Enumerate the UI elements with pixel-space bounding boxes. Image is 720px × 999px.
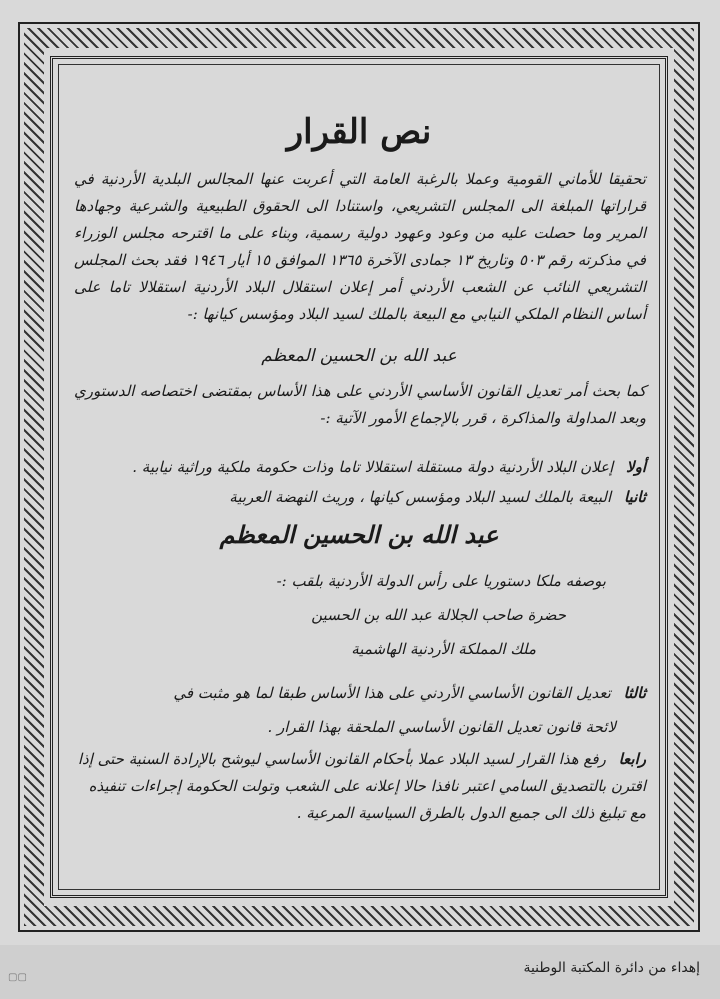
item-fourth-label: رابعا: [618, 750, 646, 768]
item-first: [74, 454, 646, 481]
opening-paragraph: تحقيقا للأماني القومية وعملا بالرغبة العامة التي أعربت عنها المجالس البلدية الأردنية في قراراتها المبلغة الى المجلس التشريعي، واستنادا الى الحقوق الطبيعية والشرعية وجهادها المرير وما حصلت عليه من وعود وعهود دولية رسمية، وبناء على ما اقترحه مجلس الوزراء في مذكرته رقم ٥٠٣ وتاريخ ١٣ جمادى الآخرة ١٣٦٥ الموافق ١٥ أيار ١٩٤٦ فقد بحث المجلس التشريعي النائب عن الشعب الأردني أمر إعلان استقلال البلاد الأردنية استقلالا تاما على أساس النظام الملكي النيابي مع البيعة بالملك لسيد البلاد ومؤسس كيانها :-: [74, 170, 646, 323]
item-third-text: تعديل القانون الأساسي الأردني على هذا الأساس طبقا لما هو مثبت في: [173, 684, 611, 702]
item-second-text: البيعة بالملك لسيد البلاد ومؤسس كيانها ، وريث النهضة العربية: [229, 488, 612, 506]
title-intro-line: بوصفه ملكا دستوريا على رأس الدولة الأردنية بلقب :-: [276, 572, 606, 590]
royal-title-line: حضرة صاحب الجلالة عبد الله بن الحسين: [311, 606, 566, 624]
second-paragraph: كما بحث أمر تعديل القانون الأساسي الأردني على هذا الأساس بمقتضى اختصاصه الدستوري وبعد المداولة والمذاكرة ، قرر بالإجماع الأمور الآتية :-: [74, 382, 646, 427]
item-second-label: ثانيا: [623, 488, 646, 506]
item-second: [74, 484, 646, 511]
item-first-label: أولا: [626, 458, 646, 476]
item-third-label: ثالثا: [623, 684, 646, 702]
kingdom-line: ملك المملكة الأردنية الهاشمية: [351, 640, 536, 658]
king-name: عبد الله بن الحسين المعظم: [261, 346, 457, 366]
item-fourth-text: رفع هذا القرار لسيد البلاد عملا بأحكام القانون الأساسي ليوشح بالإرادة السنية حتى إذا اقترن بالتصديق السامي اعتبر نافذا حالا إعلانه على الشعب وتولت الحكومة إجراءات تنفيذه مع تبليغ ذلك الى جميع الدول بالطرق السياسية المرعية .: [77, 750, 646, 822]
document-title: نص القرار: [286, 112, 432, 152]
signature-name: عبد الله بن الحسين المعظم: [219, 520, 499, 549]
item-first-text: إعلان البلاد الأردنية دولة مستقلة استقلالا تاما وذات حكومة ملكية وراثية نيابية .: [132, 458, 614, 476]
watermark-logo-icon: ▢▢: [8, 972, 27, 983]
item-fourth: [74, 746, 646, 827]
item-third-continued: لائحة قانون تعديل القانون الأساسي الملحقة بهذا القرار .: [267, 718, 616, 736]
item-third: [74, 680, 646, 707]
document-content: [66, 74, 652, 884]
footer-caption: إهداء من دائرة المكتبة الوطنية: [523, 960, 700, 976]
